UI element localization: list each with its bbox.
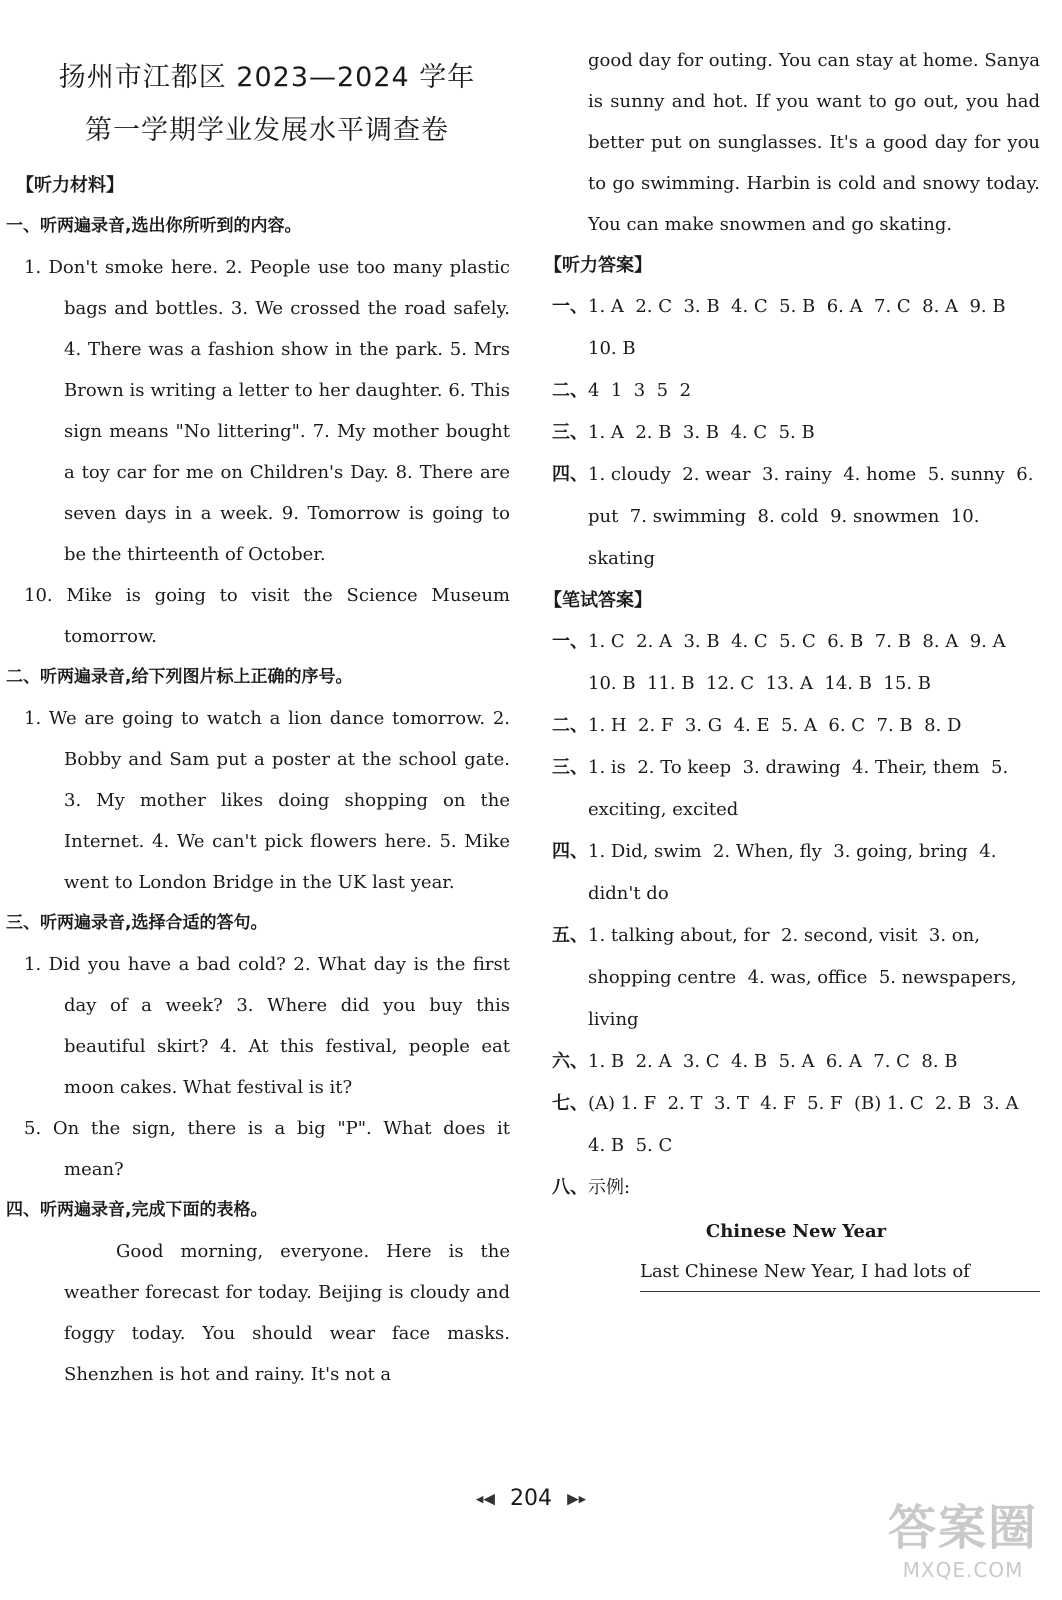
- watermark-logo: 答案圈: [887, 1500, 1038, 1556]
- watermark: [878, 1500, 1048, 1592]
- written-answers-list: [552, 621, 1040, 1209]
- doc-title-line1: 扬州市江都区 2023—2024 学年: [58, 62, 476, 93]
- section-1-heading: 一、听两遍录音,选出你所听到的内容。: [6, 216, 302, 236]
- doc-title-line2: 第一学期学业发展水平调查卷: [85, 115, 449, 146]
- written-answer-row-text: 1. H 2. F 3. G 4. E 5. A 6. C 7. B 8. D: [588, 715, 962, 736]
- left-column: [6, 0, 510, 1395]
- written-answer-row-label: 一、: [552, 631, 588, 652]
- written-answer-row-text: 1. B 2. A 3. C 4. B 5. A 6. A 7. C 8. B: [588, 1051, 958, 1072]
- listening-answer-row-text: 1. A 2. C 3. B 4. C 5. B 6. A 7. C 8. A 9. B 10. B: [588, 296, 1018, 359]
- written-answer-row-text: 1. is 2. To keep 3. drawing 4. Their, them 5. exciting, excited: [588, 757, 1014, 820]
- written-answer-row-label: 七、: [552, 1093, 588, 1114]
- listening-answer-row: [552, 454, 1040, 580]
- listening-answer-row-text: 1. A 2. B 3. B 4. C 5. B: [588, 422, 815, 443]
- listening-answer-row: [552, 370, 1040, 412]
- listening-answer-row-label: 三、: [552, 422, 588, 443]
- written-answer-row-text: 1. C 2. A 3. B 4. C 5. C 6. B 7. B 8. A 9. A 10. B 11. B 12. C 13. A 14. B 15. B: [588, 631, 1018, 694]
- written-answer-row: [552, 915, 1040, 1041]
- written-answer-row-text: (A) 1. F 2. T 3. T 4. F 5. F (B) 1. C 2. B 3. A 4. B 5. C: [588, 1093, 1030, 1156]
- written-answer-row-label: 三、: [552, 757, 588, 778]
- written-answer-row-label: 五、: [552, 925, 588, 946]
- listening-answer-row-text: 4 1 3 5 2: [588, 380, 692, 401]
- listening-answers-list: [552, 286, 1040, 580]
- listening-answers-heading: 【听力答案】: [544, 255, 652, 276]
- written-answer-row: [552, 747, 1040, 831]
- section-3-para-2: 5. On the sign, there is a big "P". What does it mean?: [24, 1118, 510, 1180]
- written-answer-row-label: 四、: [552, 841, 588, 862]
- written-answer-row-label: 八、: [552, 1177, 588, 1198]
- listening-answer-row: [552, 412, 1040, 454]
- written-answer-row-text: 1. talking about, for 2. second, visit 3. on, shopping centre 4. was, office 5. newspapers, living: [588, 925, 1023, 1030]
- essay-title: Chinese New Year: [705, 1221, 887, 1242]
- written-answer-row-text: 1. Did, swim 2. When, fly 3. going, bring 4. didn't do: [588, 841, 1003, 904]
- written-answer-row: [552, 1083, 1040, 1167]
- listening-answer-row: [552, 286, 1040, 370]
- written-answer-row: [552, 831, 1040, 915]
- weather-forecast-continuation: good day for outing. You can stay at home. Sanya is sunny and hot. If you want to go out, you had better put on sunglasses. It's a good day for you to go swimming. Harbin is cold and snowy today. You can make snowmen and go skating.: [588, 50, 1040, 235]
- next-arrows-icon: ▶▸: [567, 1489, 587, 1508]
- watermark-url: MXQE.COM: [902, 1558, 1024, 1582]
- listening-answer-row-label: 二、: [552, 380, 588, 401]
- section-2-para-1: 1. We are going to watch a lion dance tomorrow. 2. Bobby and Sam put a poster at the school gate. 3. My mother likes doing shopping on the Internet. 4. We can't pick flowers here. 5. Mike went to London Bridge in the UK last year.: [24, 708, 510, 893]
- written-answer-row-label: 二、: [552, 715, 588, 736]
- written-answer-row: [552, 1167, 1040, 1209]
- section-1-para-1: 1. Don't smoke here. 2. People use too many plastic bags and bottles. 3. We crossed the road safely. 4. There was a fashion show in the park. 5. Mrs Brown is writing a letter to her daughter. 6. This sign means "No littering". 7. My mother bought a toy car for me on Children's Day. 8. There are seven days in a week. 9. Tomorrow is going to be the thirteenth of October.: [24, 257, 510, 565]
- written-answer-row: [552, 1041, 1040, 1083]
- written-answer-row: [552, 705, 1040, 747]
- right-column: [544, 0, 1040, 1292]
- page-number: 204: [510, 1486, 552, 1511]
- section-3-para-1: 1. Did you have a bad cold? 2. What day is the first day of a week? 3. Where did you buy this beautiful skirt? 4. At this festival, people eat moon cakes. What festival is it?: [24, 954, 510, 1098]
- listening-answer-row-label: 四、: [552, 464, 588, 485]
- prev-arrows-icon: ◂◀: [475, 1489, 495, 1508]
- written-answer-row-label: 六、: [552, 1051, 588, 1072]
- written-answers-heading: 【笔试答案】: [544, 590, 652, 611]
- section-2-heading: 二、听两遍录音,给下列图片标上正确的序号。: [6, 667, 353, 687]
- essay-first-line: Last Chinese New Year, I had lots of: [640, 1253, 1040, 1292]
- written-answer-row-text: 示例:: [588, 1177, 631, 1198]
- written-answer-row: [552, 621, 1040, 705]
- section-4-heading: 四、听两遍录音,完成下面的表格。: [6, 1200, 268, 1220]
- section-3-heading: 三、听两遍录音,选择合适的答句。: [6, 913, 268, 933]
- listening-material-heading: 【听力材料】: [16, 175, 124, 196]
- section-1-para-2: 10. Mike is going to visit the Science Museum tomorrow.: [24, 585, 510, 647]
- listening-answer-row-text: 1. cloudy 2. wear 3. rainy 4. home 5. sunny 6. put 7. swimming 8. cold 9. snowmen 10. skating: [588, 464, 1040, 569]
- weather-forecast-para: Good morning, everyone. Here is the weather forecast for today. Beijing is cloudy and foggy today. You should wear face masks. Shenzhen is hot and rainy. It's not a: [64, 1241, 510, 1385]
- listening-answer-row-label: 一、: [552, 296, 588, 317]
